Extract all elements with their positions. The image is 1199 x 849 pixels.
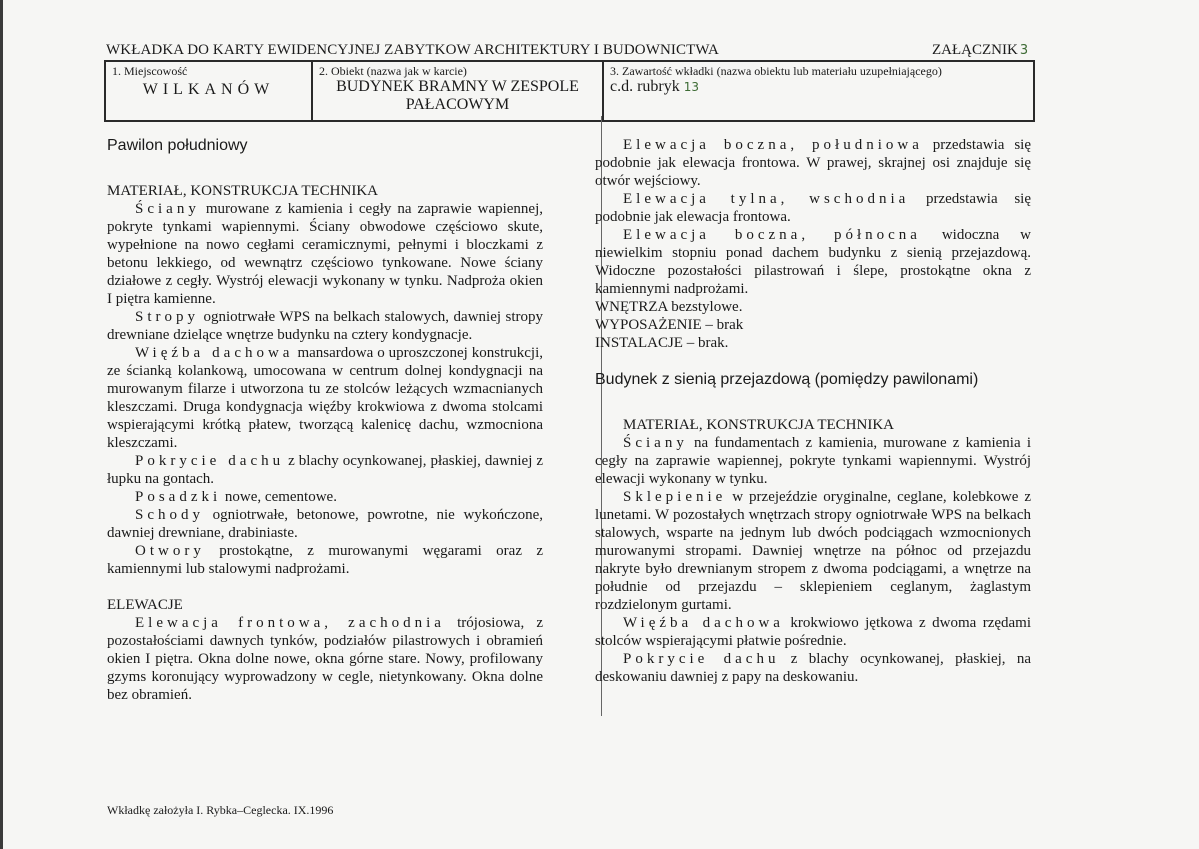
field-contents-value	[610, 78, 1027, 96]
paragraph-side-elevation-south: Elewacja boczna, południowa przedstawia się podobnie jak elewacja frontowa. W prawej, skrajnej osi znajduje się otwór wejściowy.	[595, 137, 1031, 189]
section-heading-south-pavilion: Pawilon południowy	[107, 137, 248, 154]
paragraph-front-elevation: Elewacja frontowa, zachodnia trójosiowa, z pozostałościami dawnych tynków, podziałów pilastrowych i obramień okien I piętra. Okna dolne nowe, okna górne stare. Nowy, profilowany gzyms koronujący wyprowadzony w cegle, nietynkowany. Okna dolne bez obramień.	[107, 615, 544, 703]
paragraph-side-elevation-north: Elewacja boczna, północna widoczna w niewielkim stopniu ponad dachem budynku z sienią przejazdową. Widoczne pozostałości pilastrowań i ślepe, prostokątne okna z kamiennymi nadprożami.	[595, 227, 1032, 297]
metadata-table	[104, 60, 1035, 122]
field-locality	[105, 61, 312, 121]
paragraph-roof-truss-2: Więźba dachowa krokwiowo jętkowa z dwoma rzędami stolców wspierającymi płatwie pośrednie.	[595, 615, 1032, 649]
paragraph-ceilings: Stropy ogniotrwałe WPS na belkach stalowych, dawniej stropy drewniane dzielące wnętrze budynku na cztery kondygnacje.	[107, 309, 544, 343]
left-column	[107, 136, 543, 704]
paragraph-walls-2: Ściany na fundamentach z kamienia, murowane z kamienia i cegły na zaprawie wapiennej, pokryte tynkami wapiennymi. Wystrój elewacji wykonany w tynku.	[595, 435, 1031, 487]
field-object-value-line2: PAŁACOWYM	[405, 96, 510, 113]
installations-line: INSTALACJE – brak.	[595, 335, 729, 351]
paragraph-openings: Otwory prostokątne, z murowanymi węgarami oraz z kamiennymi lub stalowymi nadprożami.	[107, 543, 544, 577]
field-contents-text: c.d. rubryk	[610, 78, 680, 95]
field-contents	[603, 61, 1034, 121]
field-object-value-line1: BUDYNEK BRAMNY W ZESPOLE	[336, 78, 579, 95]
equipment-line: WYPOSAŻENIE – brak	[595, 317, 744, 333]
paragraph-rear-elevation: Elewacja tylna, wschodnia przedstawia się podobnie jak elewacja frontowa.	[595, 191, 1032, 225]
paragraph-roof-truss: Więźba dachowa mansardowa o uproszczonej konstrukcji, ze ścianką kolankową, umocowana w centrum dolnej kondygnacji na murowanym filarze i utworzona tu ze stolców leżących wzmacnianych kleszczami. Druga kondygnacja więźby krokwiowa z dwoma stolcami wspierającymi krótką płatew, tworzącą kalenicę dachu, wzmocniona kleszczami.	[107, 345, 543, 451]
paragraph-walls: Ściany murowane z kamienia i cegły na zaprawie wapiennej, pokryte tynkami wapiennymi. Ściany obwodowe częściowo skute, wypełnione na nowo cegłami ceramicznymi, pełnymi i bloczkami z betonu lekkiego, od wewnątrz częściowo tynkowane. Nowe ściany działowe z cegły. Wystrój elewacji wykonany w tynku. Nadproża okien I piętra kamienne.	[107, 201, 544, 307]
field-contents-label: 3. Zawartość wkładki (nazwa obiektu lub materiału uzupełniającego)	[610, 64, 942, 78]
section-heading-passage-building: Budynek z sienią przejazdową (pomiędzy pawilonami)	[595, 371, 979, 388]
material-heading: MATERIAŁ, KONSTRUKCJA TECHNIKA	[107, 183, 378, 199]
field-contents-hand-number: 13	[683, 80, 700, 94]
annex-label	[932, 42, 1028, 59]
paragraph-roofing-2: Pokrycie dachu z blachy ocynkowanej, płaskiej, na deskowaniu dawniej z papy na deskowaniu.	[595, 651, 1032, 685]
paragraph-stairs: Schody ogniotrwałe, betonowe, powrotne, nie wykończone, dawniej drewniane, drabiniaste.	[107, 507, 544, 541]
material-heading-2: MATERIAŁ, KONSTRUKCJA TECHNIKA	[623, 417, 894, 433]
right-column	[595, 136, 1031, 686]
field-locality-label: 1. Miejscowość	[112, 64, 188, 78]
interiors-line: WNĘTRZA bezstylowe.	[595, 299, 743, 315]
form-title: WKŁADKA DO KARTY EWIDENCYJNEJ ZABYTKOW ARCHITEKTURY I BUDOWNICTWA	[106, 42, 719, 58]
field-object	[312, 61, 603, 121]
paragraph-vault: Sklepienie w przejeździe oryginalne, ceglane, kolebkowe z lunetami. W pozostałych wnętrzach stropy ogniotrwałe WPS na belkach stalowych, wsparte na jednym lub dwóch podciągach wzmocnionych murowanymi stropami. Dawniej wnętrze na północ od przejazdu nakryte było drewnianym stropem z dwoma podciągami, a wnętrze na południe od przejazdu – sklepieniem ceglanym, żaglastym rozdzielonym gurtami.	[595, 489, 1032, 613]
field-object-label: 2. Obiekt (nazwa jak w karcie)	[319, 64, 467, 78]
footer-note: Wkładkę założyła I. Rybka–Ceglecka. IX.1996	[107, 803, 334, 817]
paragraph-roofing: Pokrycie dachu z blachy ocynkowanej, płaskiej, dawniej z łupku na gontach.	[107, 453, 544, 487]
elevations-heading: ELEWACJE	[107, 597, 183, 613]
paragraph-floors: Posadzki nowe, cementowe.	[135, 489, 337, 505]
annex-label-text: ZAŁĄCZNIK	[932, 42, 1018, 58]
annex-number: 3	[1019, 43, 1029, 58]
field-locality-value: WILKANÓW	[142, 81, 275, 98]
